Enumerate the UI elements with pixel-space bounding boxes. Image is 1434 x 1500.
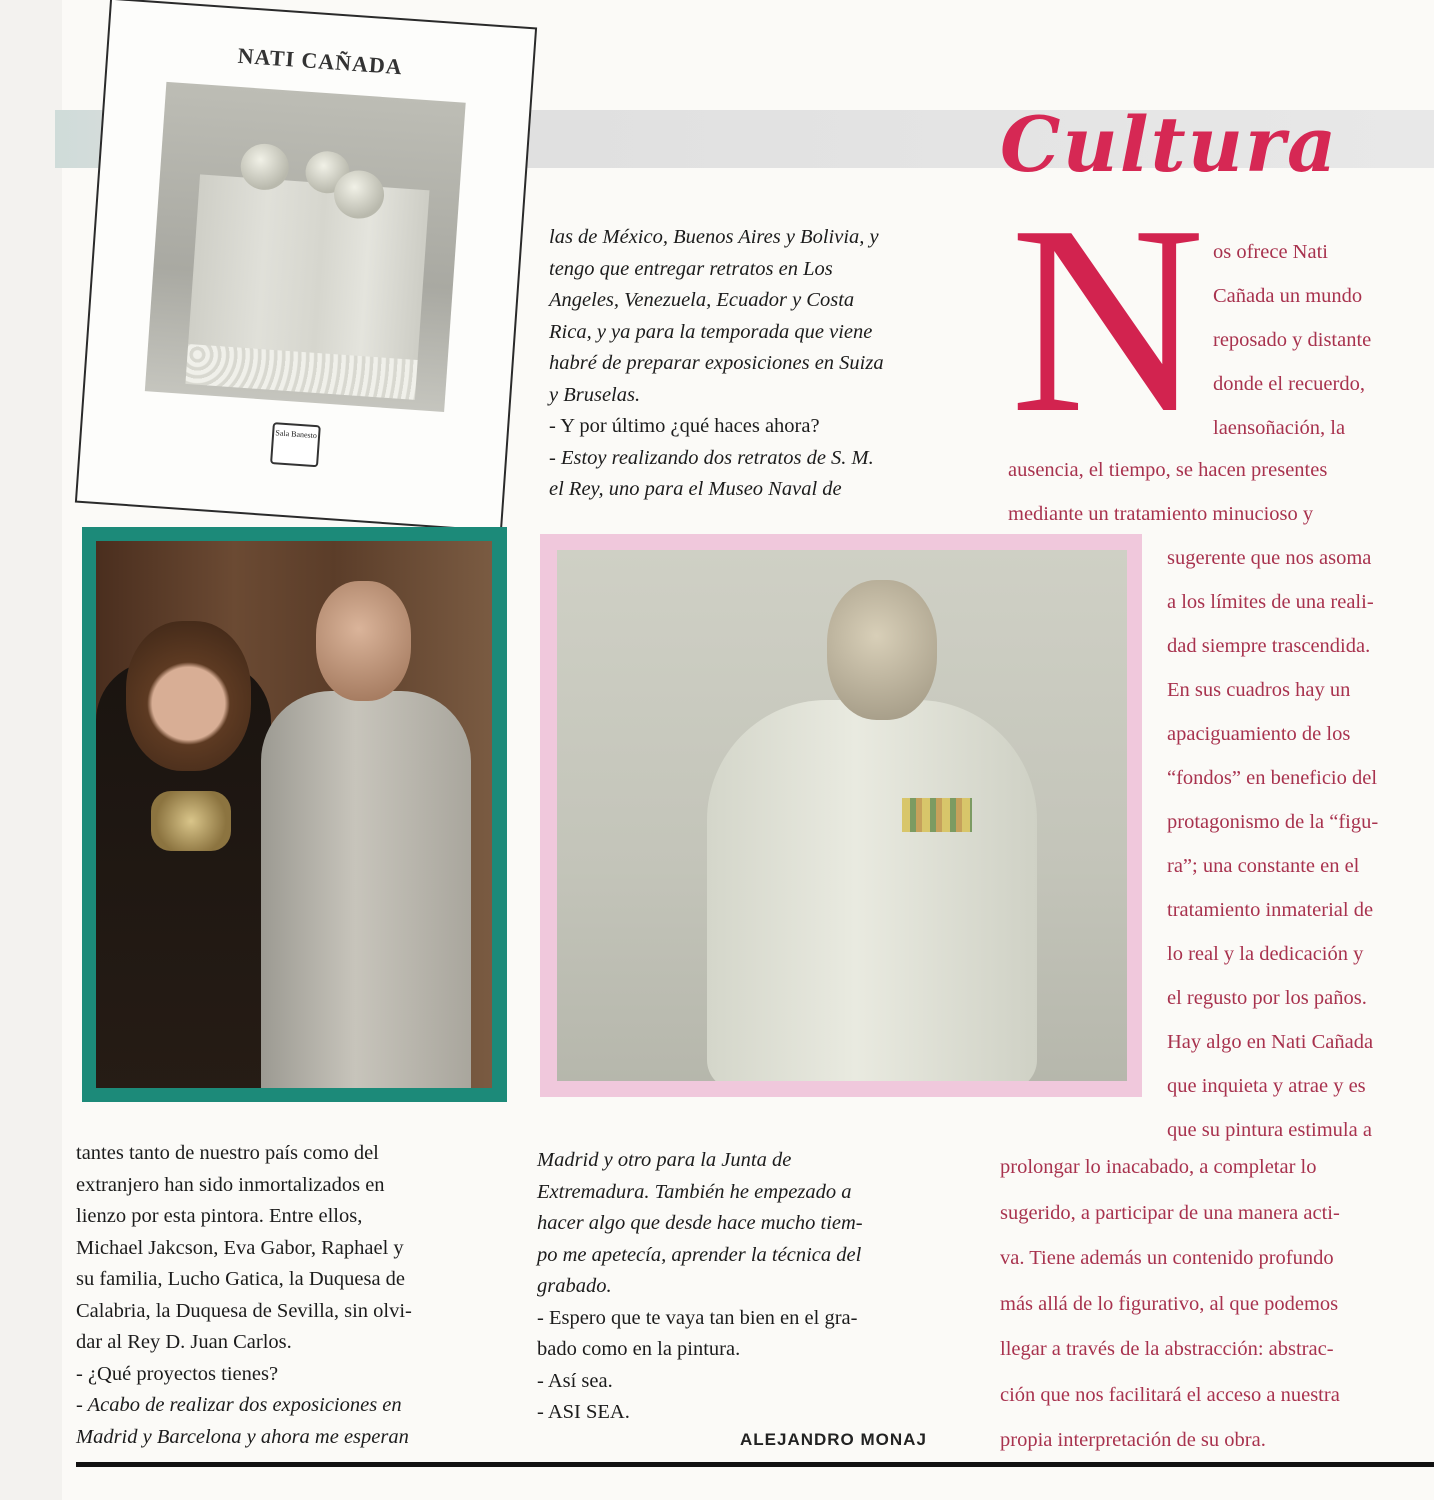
- text-line: lienzo por esta pintora. Entre ellos,: [76, 1205, 363, 1227]
- text-line: Angeles, Venezuela, Ecuador y Costa: [549, 289, 855, 311]
- figure-jewel: [151, 791, 231, 851]
- text-line: a los límites de una reali-: [1167, 591, 1374, 613]
- text-line: extranjero han sido inmortalizados en: [76, 1173, 385, 1196]
- text-line: tratamiento inmaterial de: [1167, 899, 1374, 921]
- intro-right: [1167, 536, 1434, 1152]
- text-line: y Bruselas.: [549, 383, 641, 406]
- publisher-logo: Sala Banesto: [270, 422, 321, 467]
- intro-wide-2: [1000, 1145, 1430, 1464]
- text-line: Extremadura. También he empezado a: [537, 1180, 852, 1203]
- text-line: laensoñación, la: [1213, 417, 1346, 439]
- text-line: el Rey, uno para el Museo Naval de: [549, 478, 842, 500]
- text-line: Cañada un mundo: [1213, 285, 1363, 307]
- photo-painter-with-king: [82, 527, 507, 1102]
- text-line: habré de preparar exposiciones en Suiza: [549, 352, 884, 374]
- text-line: grabado.: [537, 1275, 612, 1297]
- text-line: sugerido, a participar de una manera acti-: [1000, 1201, 1340, 1224]
- king-portrait-image: [557, 550, 1127, 1081]
- text-line: dad siempre trascendida.: [1167, 635, 1371, 657]
- text-line: Calabria, la Duquesa de Sevilla, sin olvi-: [76, 1299, 412, 1322]
- text-line: En sus cuadros hay un: [1167, 679, 1351, 701]
- portrait-medals: [902, 798, 972, 832]
- book-cover: [75, 0, 537, 532]
- interview-column-bottom-left: [76, 1138, 496, 1453]
- text-line: os ofrece Nati: [1213, 241, 1328, 263]
- figure-man-suit: [261, 691, 471, 1088]
- text-line: prolongar lo inacabado, a completar lo: [1000, 1156, 1317, 1178]
- text-line: ción que nos facilitará el acceso a nuestra: [1000, 1383, 1340, 1406]
- text-line: llegar a través de la abstracción: abstrac-: [1000, 1338, 1334, 1360]
- text-line: - Y por último ¿qué haces ahora?: [549, 415, 820, 437]
- portrait-head: [827, 580, 937, 720]
- text-line: sugerente que nos asoma: [1167, 547, 1372, 569]
- intro-wide-1: [1008, 448, 1428, 536]
- text-line: propia interpretación de su obra.: [1000, 1429, 1266, 1451]
- interview-column-bottom-mid: [537, 1145, 957, 1429]
- text-line: Madrid y Barcelona y ahora me esperan: [76, 1425, 409, 1448]
- book-cover-image: [145, 82, 466, 412]
- text-line: “fondos” en beneficio del: [1167, 767, 1378, 789]
- text-line: Madrid y otro para la Junta de: [537, 1149, 792, 1171]
- text-line: Hay algo en Nati Cañada: [1167, 1031, 1374, 1053]
- text-line: donde el recuerdo,: [1213, 373, 1365, 395]
- text-line: - Así sea.: [537, 1369, 613, 1392]
- text-line: bado como en la pintura.: [537, 1338, 741, 1360]
- text-line: las de México, Buenos Aires y Bolivia, y: [549, 226, 879, 248]
- text-line: su familia, Lucho Gatica, la Duquesa de: [76, 1268, 406, 1290]
- intro-narrow: [1213, 230, 1433, 450]
- drop-cap: N: [1010, 170, 1205, 469]
- photo-painter-image: [96, 541, 492, 1088]
- page-edge: [0, 0, 62, 1500]
- text-line: va. Tiene además un contenido profundo: [1000, 1247, 1334, 1269]
- portrait-uniform: [707, 700, 1037, 1081]
- text-line: tengo que entregar retratos en Los: [549, 257, 833, 280]
- text-line: - ¿Qué proyectos tienes?: [76, 1362, 279, 1385]
- figure-man-head: [316, 581, 411, 701]
- text-line: ra”; una constante en el: [1167, 855, 1360, 877]
- text-line: Michael Jakcson, Eva Gabor, Raphael y: [76, 1236, 404, 1259]
- figure-woman-head: [126, 621, 251, 771]
- text-line: dar al Rey D. Juan Carlos.: [76, 1331, 292, 1353]
- text-line: mediante un tratamiento minucioso y: [1008, 503, 1314, 525]
- text-line: po me apetecía, aprender la técnica del: [537, 1243, 862, 1266]
- text-line: protagonismo de la “figu-: [1167, 811, 1379, 833]
- author-byline: ALEJANDRO MONAJ: [740, 1430, 927, 1449]
- text-line: apaciguamiento de los: [1167, 723, 1351, 745]
- text-line: ausencia, el tiempo, se hacen presentes: [1008, 459, 1328, 481]
- text-line: que inquieta y atrae y es: [1167, 1075, 1366, 1097]
- bottom-rule: [76, 1462, 1434, 1467]
- text-line: más allá de lo figurativo, al que podemos: [1000, 1292, 1339, 1315]
- text-line: hacer algo que desde hace mucho tiem-: [537, 1212, 863, 1234]
- text-line: - Estoy realizando dos retratos de S. M.: [549, 446, 874, 469]
- text-line: - Acabo de realizar dos exposiciones en: [76, 1394, 402, 1416]
- interview-column-top: [549, 222, 969, 506]
- section-title: Cultura: [1000, 100, 1339, 189]
- photo-king-portrait: [540, 534, 1142, 1097]
- text-line: reposado y distante: [1213, 329, 1372, 351]
- text-line: lo real y la dedicación y: [1167, 943, 1364, 965]
- book-title: NATI CAÑADA: [236, 42, 404, 80]
- text-line: tantes tanto de nuestro país como del: [76, 1142, 379, 1164]
- text-line: - Espero que te vaya tan bien en el gra-: [537, 1306, 858, 1329]
- text-line: el regusto por los paños.: [1167, 987, 1367, 1009]
- text-line: Rica, y ya para la temporada que viene: [549, 320, 873, 343]
- text-line: - ASI SEA.: [537, 1401, 630, 1423]
- text-line: que su pintura estimula a: [1167, 1119, 1372, 1141]
